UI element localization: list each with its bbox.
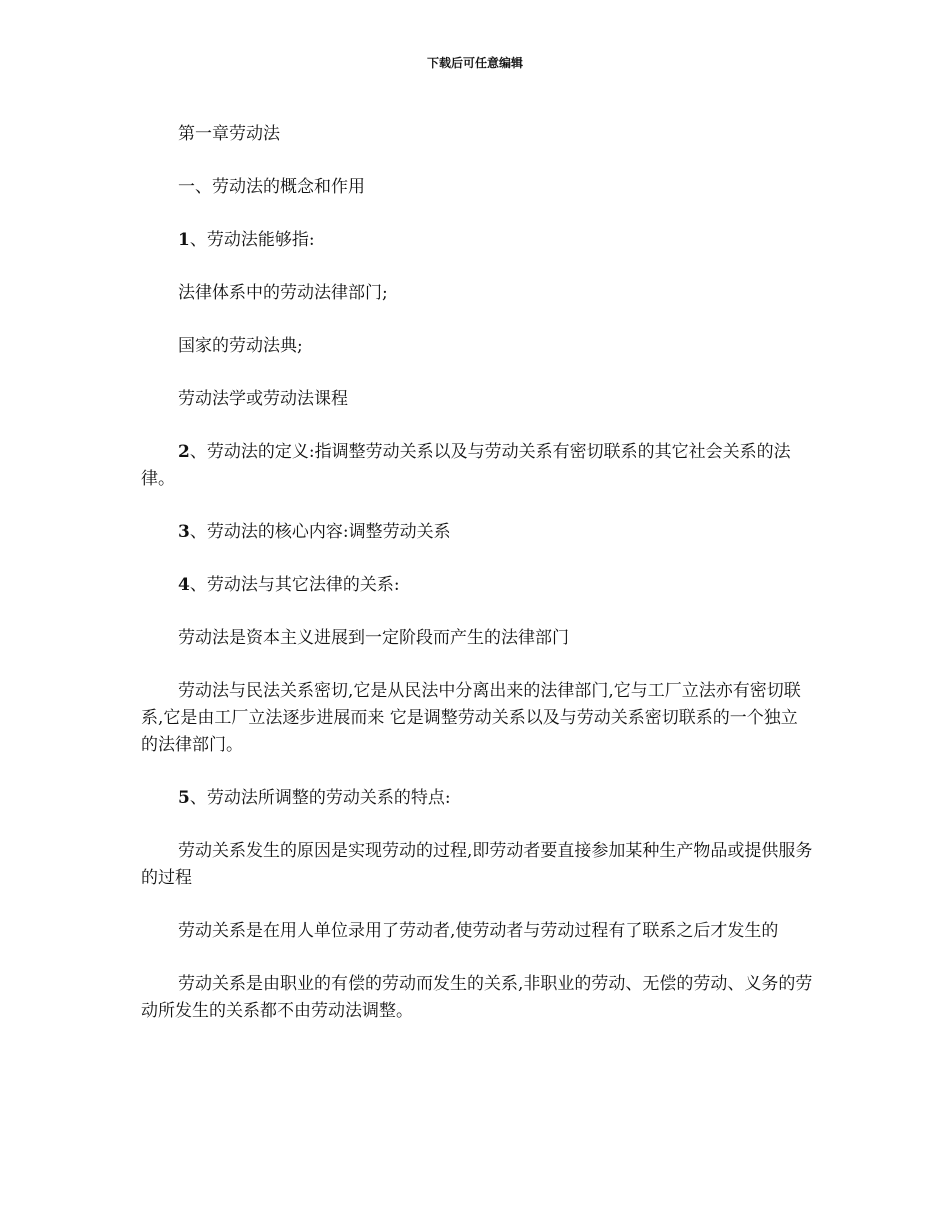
- paragraph-text: 劳动法与民法关系密切,它是从民法中分离出来的法律部门,它与工厂立法亦有密切联系,它是由工厂立法逐步进展而来 它是调整劳动关系以及与劳动关系密切联系的一个独立的法律部门。: [141, 681, 801, 755]
- paragraph: [141, 971, 813, 1025]
- paragraph-text: 、劳动法的定义:指调整劳动关系以及与劳动关系有密切联系的其它社会关系的法律。: [141, 442, 791, 489]
- item-number: 1: [178, 230, 190, 250]
- paragraph-text: 一、劳动法的概念和作用: [178, 177, 365, 197]
- numbered-item: [141, 785, 813, 812]
- paragraph: [141, 386, 813, 413]
- item-number: 3: [178, 522, 190, 542]
- paragraph-text: 、劳动法所调整的劳动关系的特点:: [189, 788, 451, 808]
- paragraph-text: 国家的劳动法典;: [178, 336, 303, 356]
- paragraph-text: 劳动关系发生的原因是实现劳动的过程,即劳动者要直接参加某种生产物品或提供服务的过程: [141, 841, 813, 888]
- paragraph-text: 劳动关系是由职业的有偿的劳动而发生的关系,非职业的劳动、无偿的劳动、义务的劳动所发生的关系都不由劳动法调整。: [141, 974, 813, 1021]
- item-number: 4: [178, 575, 190, 595]
- page-header: 下载后可任意编辑: [426, 56, 523, 70]
- numbered-item: [141, 227, 813, 254]
- item-number: 5: [178, 788, 190, 808]
- paragraph-text: 劳动法学或劳动法课程: [178, 389, 348, 409]
- paragraph: [141, 333, 813, 360]
- paragraph-text: 、劳动法与其它法律的关系:: [189, 575, 400, 595]
- paragraph: [141, 280, 813, 307]
- paragraph: [141, 625, 813, 652]
- chapter-title: [141, 121, 813, 148]
- numbered-item: [141, 439, 813, 493]
- paragraph-text: 、劳动法的核心内容:调整劳动关系: [189, 522, 451, 542]
- paragraph-text: 劳动关系是在用人单位录用了劳动者,使劳动者与劳动过程有了联系之后才发生的: [178, 921, 779, 941]
- numbered-item: [141, 519, 813, 546]
- paragraph-text: 、劳动法能够指:: [189, 230, 315, 250]
- paragraph: [141, 678, 813, 759]
- item-number: 2: [178, 442, 190, 462]
- paragraph: [141, 838, 813, 892]
- section-heading: [141, 174, 813, 201]
- paragraph-text: 第一章劳动法: [178, 124, 280, 144]
- numbered-item: [141, 572, 813, 599]
- paragraph-text: 劳动法是资本主义进展到一定阶段而产生的法律部门: [178, 628, 569, 648]
- paragraph-text: 法律体系中的劳动法律部门;: [178, 283, 388, 303]
- document-body: [141, 121, 813, 1051]
- paragraph: [141, 918, 813, 945]
